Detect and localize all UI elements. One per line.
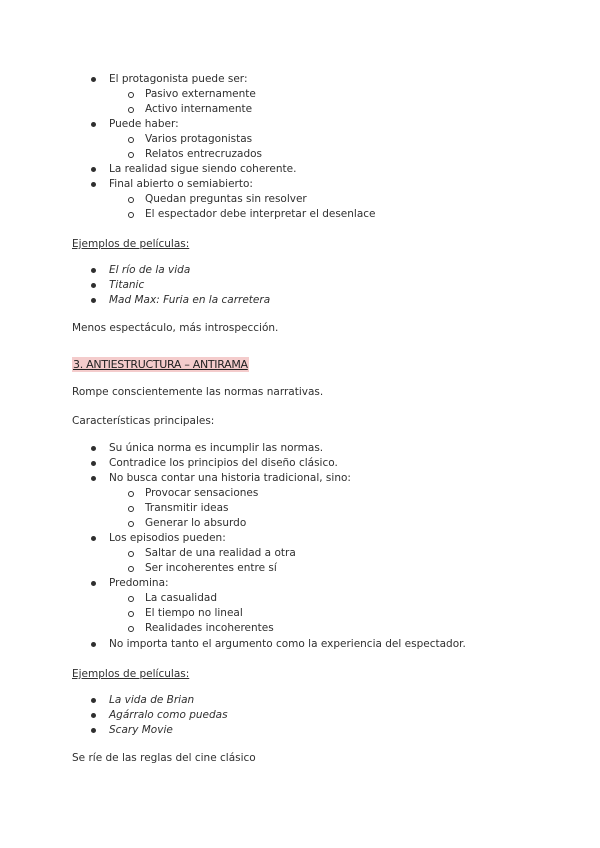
- sub-list-item: El espectador debe interpretar el desenlace: [145, 208, 376, 220]
- list-item: Contradice los principios del diseño clásico.: [109, 457, 338, 469]
- list-item: Puede haber:: [109, 118, 179, 130]
- sub-bullet-icon: [128, 506, 134, 512]
- features-label: Características principales:: [72, 415, 215, 427]
- sub-bullet-icon: [128, 491, 134, 497]
- sub-bullet-icon: [128, 152, 134, 158]
- sub-bullet-icon: [128, 611, 134, 617]
- sub-list-item: Saltar de una realidad a otra: [145, 547, 296, 559]
- examples-heading: Ejemplos de películas:: [72, 238, 190, 250]
- bullet-icon: [91, 728, 96, 733]
- sub-list-item: Pasivo externamente: [145, 88, 256, 100]
- closing-text: Se ríe de las reglas del cine clásico: [72, 752, 256, 764]
- bullet-icon: [91, 581, 96, 586]
- bullet-icon: [91, 167, 96, 172]
- bullet-icon: [91, 642, 96, 647]
- bullet-icon: [91, 446, 96, 451]
- list-item: No busca contar una historia tradicional, sino:: [109, 472, 351, 484]
- sub-list-item: Provocar sensaciones: [145, 487, 259, 499]
- sub-bullet-icon: [128, 197, 134, 203]
- film-title: La vida de Brian: [109, 694, 195, 706]
- film-title: Scary Movie: [109, 724, 173, 736]
- sub-list-item: Generar lo absurdo: [145, 517, 247, 529]
- sub-list-item: Ser incoherentes entre sí: [145, 562, 277, 574]
- sub-bullet-icon: [128, 521, 134, 527]
- bullet-icon: [91, 182, 96, 187]
- sub-bullet-icon: [128, 566, 134, 572]
- section-heading: 3. ANTIESTRUCTURA – ANTIRAMA: [73, 358, 248, 371]
- bullet-icon: [91, 268, 96, 273]
- sub-list-item: Transmitir ideas: [145, 502, 229, 514]
- sub-bullet-icon: [128, 92, 134, 98]
- film-title: Titanic: [109, 279, 145, 291]
- bullet-icon: [91, 698, 96, 703]
- sub-bullet-icon: [128, 596, 134, 602]
- list-item: Predomina:: [109, 577, 169, 589]
- bullet-icon: [91, 283, 96, 288]
- bullet-icon: [91, 461, 96, 466]
- examples-heading: Ejemplos de películas:: [72, 668, 190, 680]
- bullet-icon: [91, 713, 96, 718]
- film-title: Agárralo como puedas: [109, 709, 228, 721]
- sub-list-item: El tiempo no lineal: [145, 607, 243, 619]
- list-item: El protagonista puede ser:: [109, 73, 248, 85]
- sub-list-item: Activo internamente: [145, 103, 253, 115]
- sub-list-item: La casualidad: [145, 592, 217, 604]
- bullet-icon: [91, 476, 96, 481]
- list-item: Los episodios pueden:: [109, 532, 226, 544]
- bullet-icon: [91, 77, 96, 82]
- film-title: Mad Max: Furia en la carretera: [109, 294, 271, 306]
- sub-list-item: Relatos entrecruzados: [145, 148, 263, 160]
- bullet-icon: [91, 298, 96, 303]
- sub-list-item: Quedan preguntas sin resolver: [145, 193, 307, 205]
- sub-bullet-icon: [128, 551, 134, 557]
- list-item: La realidad sigue siendo coherente.: [109, 163, 297, 175]
- list-item: Su única norma es incumplir las normas.: [109, 442, 324, 454]
- sub-bullet-icon: [128, 626, 134, 632]
- list-item: Final abierto o semiabierto:: [109, 178, 253, 190]
- section-intro: Rompe conscientemente las normas narrativas.: [72, 386, 324, 398]
- bullet-icon: [91, 122, 96, 127]
- list-item: No importa tanto el argumento como la experiencia del espectador.: [109, 638, 466, 650]
- sub-bullet-icon: [128, 137, 134, 143]
- sub-list-item: Varios protagonistas: [145, 133, 253, 145]
- bullet-icon: [91, 536, 96, 541]
- film-title: El río de la vida: [109, 264, 191, 276]
- sub-bullet-icon: [128, 212, 134, 218]
- closing-text: Menos espectáculo, más introspección.: [72, 322, 279, 334]
- sub-list-item: Realidades incoherentes: [145, 622, 274, 634]
- sub-bullet-icon: [128, 107, 134, 113]
